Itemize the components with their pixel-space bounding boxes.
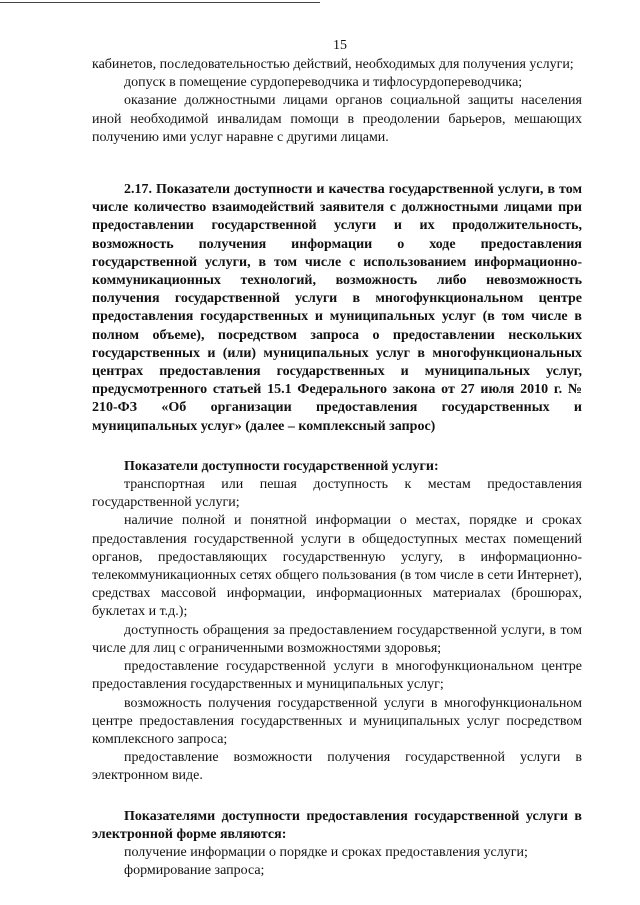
paragraph: формирование запроса;	[124, 863, 265, 879]
paragraph: оказание должностными лицами органов социальной защиты населения иной необходимой инвалидам помощи в преодолении барьеров, мешающих получению ими услуг наравне с другими лицами.	[92, 93, 582, 145]
paragraph: наличие полной и понятной информации о местах, порядке и сроках предоставления государственной услуги в общедоступных местах помещений органов, предоставляющих государственную услугу, в информационно-телекоммуникационных сетях общего пользования (в том числе в сети Интернет), средствах массовой информации, информационных материалах (брошюрах, буклетах и т.д.);	[92, 513, 582, 620]
paragraph: возможность получения государственной услуги в многофункциональном центре предоставления государственных и муниципальных услуг посредством комплексного запроса;	[92, 695, 582, 747]
page-number: 15	[333, 38, 347, 53]
paragraph: доступность обращения за предоставлением государственной услуги, в том числе для лиц с ограниченными возможностями здоровья;	[92, 622, 582, 656]
paragraph: кабинетов, последовательностью действий, необходимых для получения услуги;	[92, 57, 574, 72]
paragraph: предоставление государственной услуги в многофункциональном центре предоставления государственных и муниципальных услуг;	[92, 659, 582, 693]
subheading-electronic: Показателями доступности предоставления государственной услуги в электронной форме являются:	[92, 808, 582, 842]
section-heading-2-17: 2.17. Показатели доступности и качества государственной услуги, в том числе количество взаимодействий заявителя с должностными лицами при предоставлении государственной услуги и их продолжительность, возможность получения информации о ходе предоставления государственной услуги, в том числе с использованием информационно-коммуникационных технологий, возможность либо невозможность получения государственной услуги в многофункциональном центре предоставления государственных и муниципальных услуг (в том числе в полном объеме), посредством запроса о предоставлении нескольких государственных и (или) муниципальных услуг в многофункциональных центрах предоставления государственных и муниципальных услуг, предусмотренного статьей 15.1 Федерального закона от 27 июля 2010 г. № 210-ФЗ «Об организации предоставления государственных и муниципальных услуг» (далее – комплексный запрос)	[92, 182, 582, 434]
paragraph: допуск в помещение сурдопереводчика и тифлосурдопереводчика;	[124, 75, 523, 91]
document-body	[92, 56, 582, 880]
paragraph: предоставление возможности получения государственной услуги в электронном виде.	[92, 750, 582, 784]
paragraph: получение информации о порядке и сроках предоставления услуги;	[124, 844, 528, 860]
paragraph: транспортная или пешая доступность к местам предоставления государственной услуги;	[92, 477, 582, 511]
spacer	[92, 786, 582, 808]
subheading-accessibility: Показатели доступности государственной услуги:	[124, 458, 439, 474]
spacer	[92, 436, 582, 458]
top-rule	[0, 2, 320, 3]
spacer	[92, 147, 582, 181]
